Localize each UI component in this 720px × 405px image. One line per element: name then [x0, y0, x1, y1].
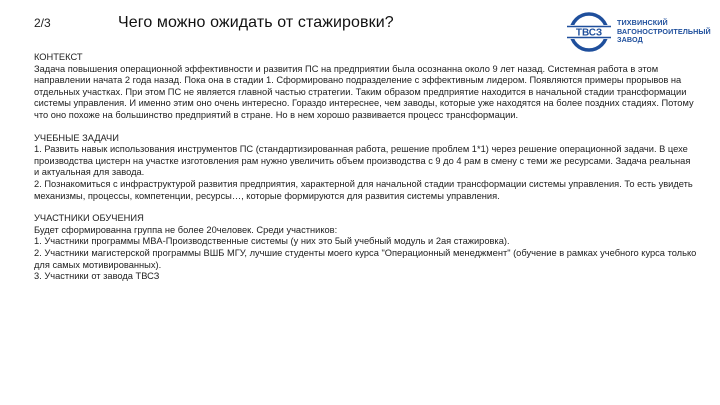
- task-item-2: 2. Познакомиться с инфраструктурой развития предприятия, характерной для начальной стадии трансформации системы управления. То есть увидеть механизмы, процессы, компетенции, ресурсы…, которые формируются для развития системы управления.: [34, 178, 693, 201]
- page-number: 2/3: [34, 16, 51, 30]
- task-item-1: 1. Развить навык использования инструментов ПС (стандартизированная работа, решение проблем 1*1) через решение операционной задачи. В цехе производства цистерн на участке изготовления рам нужно увеличить объем производства с 9 до 4 рам в смену с теми же ресурсами. Задача реальная и актуальная для завода.: [34, 144, 691, 178]
- logo-mark-text: ТВСЗ: [575, 27, 603, 39]
- logo-line-1: ТИХВИНСКИЙ: [617, 18, 668, 28]
- participants-section: [34, 213, 698, 283]
- slide-title: Чего можно ожидать от стажировки?: [118, 14, 394, 31]
- participants-heading: УЧАСТНИКИ ОБУЧЕНИЯ: [34, 213, 144, 224]
- context-section: [34, 52, 698, 122]
- logo-text: [617, 19, 711, 45]
- company-logo: [566, 10, 711, 54]
- slide-content: [34, 52, 698, 294]
- context-text: Задача повышения операционной эффективности и развития ПС на предприятии была осознанна около 9 лет назад. Системная работа в этом направлении начата 2 года назад. Пока она в стадии 1. Сформировано подразделение с эффективным лидером. Появляются примеры прорывов на отдельных участках. При этом ПС не является главной частью стратегии. Таким образом предприятие находится в начальной стадии трансформации системы управления. И именно этим оно очень интересно. Гораздо интереснее, чем заводы, которые уже находятся на более поздних стадиях. Потому что оно похоже на большинство предприятий в стране. Но в нем хорошо развивается процесс трансформации.: [34, 63, 694, 120]
- participant-item-1: 1. Участники программы MBA-Производственные системы (у них это 5ый учебный модуль и 2ая стажировка).: [34, 236, 510, 247]
- logo-line-3: ЗАВОД: [617, 35, 643, 45]
- tasks-heading: УЧЕБНЫЕ ЗАДАЧИ: [34, 132, 119, 143]
- participants-intro: Будет сформированна группа не более 20человек. Среди участников:: [34, 224, 338, 235]
- logo-line-2: ВАГОНОСТРОИТЕЛЬНЫЙ: [617, 26, 711, 36]
- participant-item-2: 2. Участники магистерской программы ВШБ МГУ, лучшие студенты моего курса "Операционный менеджмент" (обучение в рамках учебного курса только для самых мотивированных).: [34, 247, 697, 270]
- tasks-section: [34, 133, 698, 203]
- context-heading: КОНТЕКСТ: [34, 52, 83, 62]
- participant-item-3: 3. Участники от завода ТВСЗ: [34, 271, 160, 282]
- tvsz-logo-icon: [566, 12, 612, 52]
